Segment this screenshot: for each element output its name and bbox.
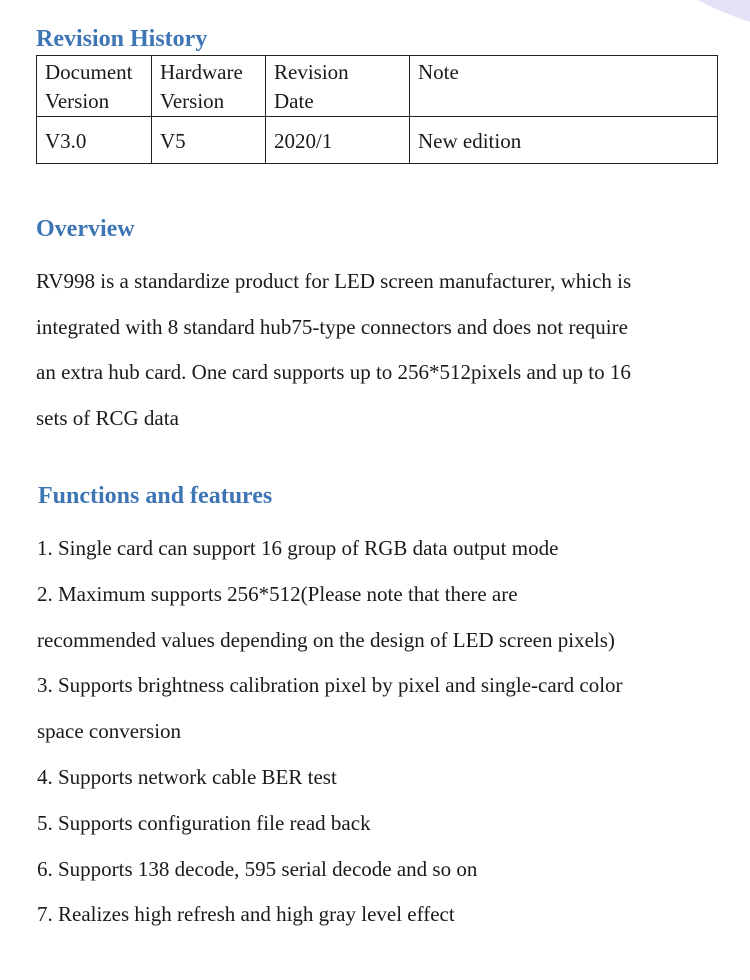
cell-document-version: V3.0 — [37, 117, 152, 164]
list-item: 2. Maximum supports 256*512(Please note that there are — [37, 581, 518, 606]
overview-line: sets of RCG data — [36, 405, 179, 430]
overview-heading: Overview — [36, 216, 135, 242]
cell-revision-date: 2020/1 — [266, 117, 410, 164]
list-item: 7. Realizes high refresh and high gray level effect — [37, 902, 455, 927]
header-note: Note — [410, 56, 718, 117]
revision-history-heading: Revision History — [36, 26, 208, 52]
list-item: 5. Supports configuration file read back — [37, 810, 371, 835]
header-document-version: Document Version — [37, 56, 152, 117]
header-revision-date: Revision Date — [266, 56, 410, 117]
list-item: recommended values depending on the design of LED screen pixels) — [37, 627, 615, 652]
overview-line: integrated with 8 standard hub75-type connectors and does not require — [36, 314, 628, 339]
revision-history-table — [36, 55, 718, 164]
table-header-row — [37, 56, 718, 117]
header-hardware-version: Hardware Version — [152, 56, 266, 117]
overview-line: an extra hub card. One card supports up to 256*512pixels and up to 16 — [36, 360, 631, 384]
cell-note: New edition — [410, 117, 718, 164]
list-item: 1. Single card can support 16 group of RGB data output mode — [37, 536, 559, 560]
features-list — [37, 526, 727, 938]
corner-decoration — [690, 0, 750, 30]
overview-line: RV998 is a standardize product for LED screen manufacturer, which is — [36, 269, 632, 293]
list-item: 3. Supports brightness calibration pixel by pixel and single-card color — [37, 673, 623, 698]
list-item: 6. Supports 138 decode, 595 serial decode and so on — [37, 856, 478, 881]
functions-heading: Functions and features — [38, 483, 273, 509]
cell-hardware-version: V5 — [152, 117, 266, 164]
table-row — [37, 117, 718, 164]
list-item: 4. Supports network cable BER test — [37, 764, 337, 789]
overview-paragraph — [36, 259, 716, 441]
list-item: space conversion — [37, 719, 182, 744]
